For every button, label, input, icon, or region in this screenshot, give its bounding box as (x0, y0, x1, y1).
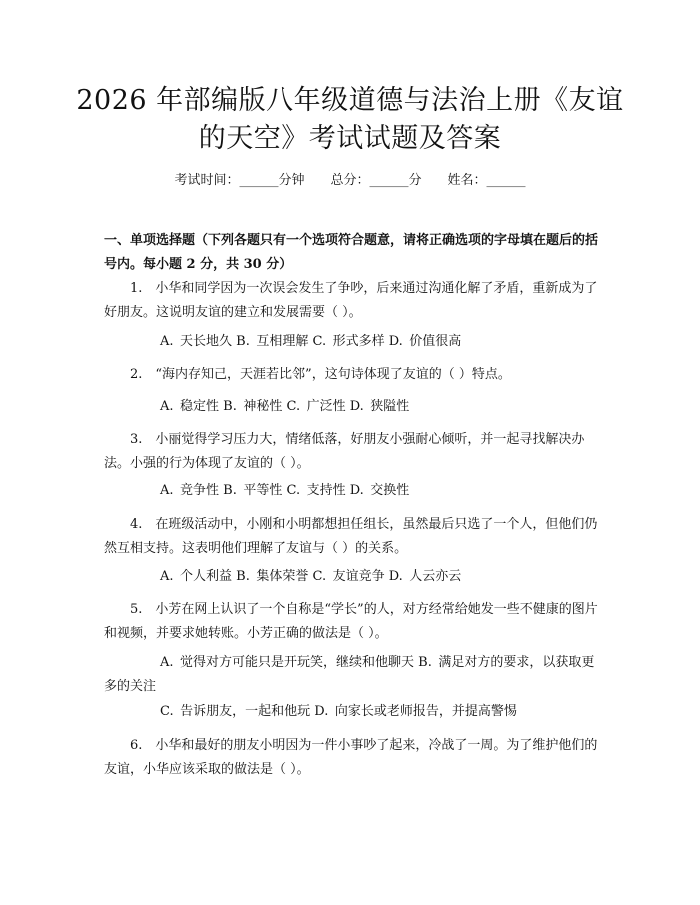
question-5: 5. 小芳在网上认识了一个自称是“学长”的人，对方经常给她发一些不健康的图片和视频，并要求她转账。小芳正确的做法是（ ）。 (104, 602, 598, 641)
question-2: 2. “海内存知己，天涯若比邻”，这句诗体现了友谊的（ ）特点。 (130, 367, 511, 382)
section-heading: 一、单项选择题（下列各题只有一个选项符合题意，请将正确选项的字母填在题后的括号内。每小题 2 分，共 30 分） (104, 233, 599, 272)
document-title (70, 82, 630, 158)
question-2-options: A. 稳定性 B. 神秘性 C. 广泛性 D. 狭隘性 (160, 399, 410, 414)
question-6: 6. 小华和最好的朋友小明因为一件小事吵了起来，冷战了一周。为了维护他们的友谊，小华应该采取的做法是（ ）。 (104, 738, 598, 777)
exam-info (0, 169, 700, 188)
total-score: 总分：______分 (330, 173, 422, 188)
title-line-1: 2026 年部编版八年级道德与法治上册《友谊 (76, 85, 624, 116)
question-4: 4. 在班级活动中，小刚和小明都想担任组长，虽然最后只选了一个人，但他们仍然互相支持。这表明他们理解了友谊与（ ）的关系。 (104, 517, 598, 556)
title-line-2: 的天空》考试试题及答案 (198, 123, 502, 154)
question-1: 1. 小华和同学因为一次误会发生了争吵，后来通过沟通化解了矛盾，重新成为了好朋友。这说明友谊的建立和发展需要（ ）。 (104, 281, 598, 320)
question-3-options: A. 竞争性 B. 平等性 C. 支持性 D. 交换性 (160, 483, 410, 498)
question-1-options: A. 天长地久 B. 互相理解 C. 形式多样 D. 价值很高 (160, 334, 462, 349)
question-4-options: A. 个人利益 B. 集体荣誉 C. 友谊竞争 D. 人云亦云 (160, 569, 462, 584)
question-3: 3. 小丽觉得学习压力大，情绪低落，好朋友小强耐心倾听，并一起寻找解决办法。小强的行为体现了友谊的（ ）。 (104, 432, 585, 471)
student-name: 姓名：______ (447, 173, 526, 188)
exam-time: 考试时间：______分钟 (174, 173, 305, 188)
question-5-options-line-2: C. 告诉朋友，一起和他玩 D. 向家长或老师报告，并提高警惕 (160, 704, 517, 719)
question-5-options-line-1: A. 觉得对方可能只是开玩笑，继续和他聊天 B. 满足对方的要求，以获取更多的关注 (104, 655, 595, 694)
